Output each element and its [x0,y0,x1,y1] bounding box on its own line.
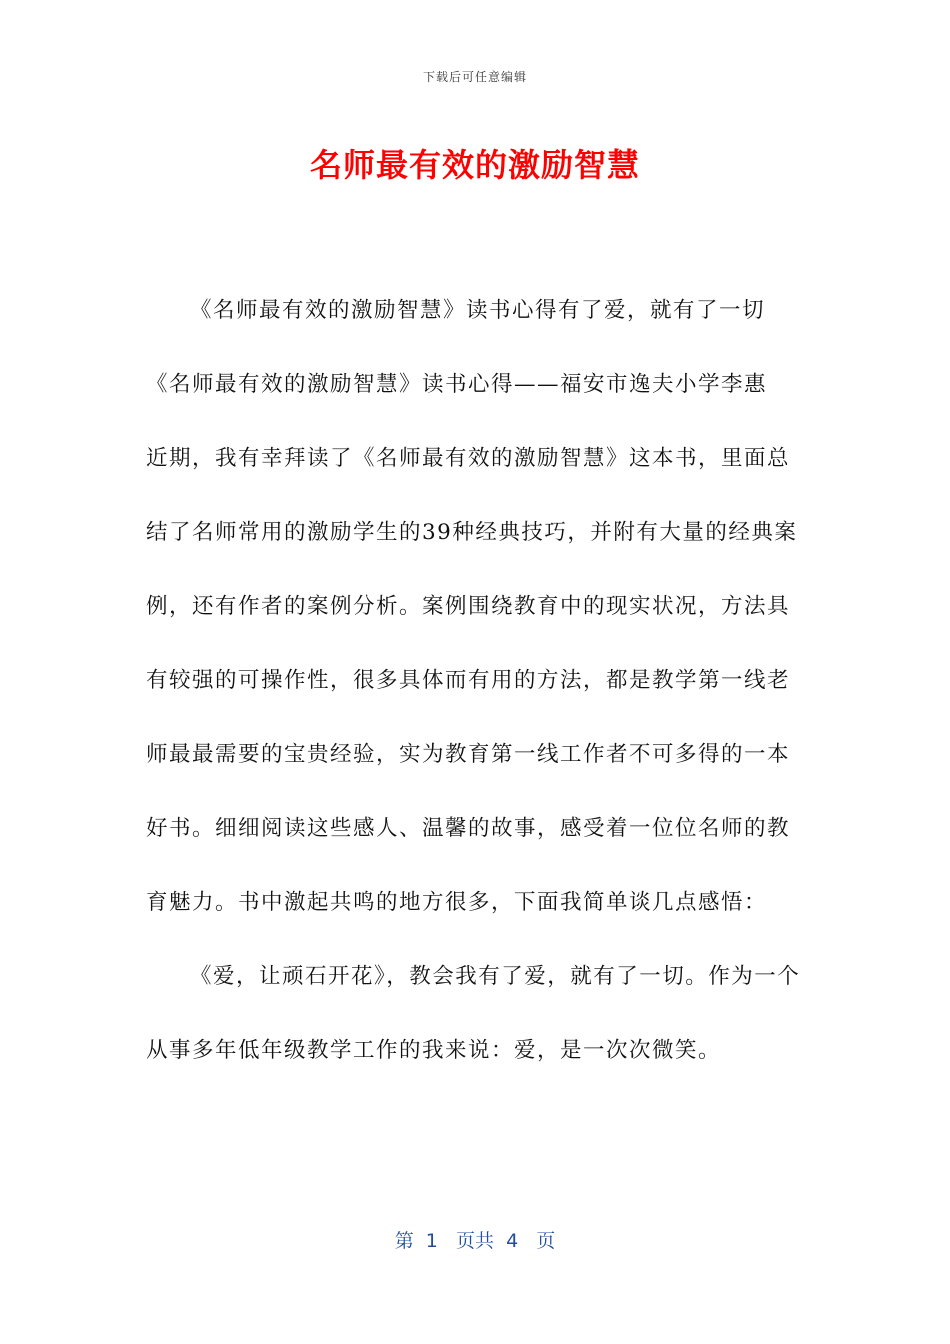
paragraph-2: 《名师最有效的激励智慧》读书心得——福安市逸夫小学李惠 [146,372,768,397]
document-body [146,274,806,1088]
paragraph-1: 《名师最有效的激励智慧》读书心得有了爱，就有了一切 [190,298,766,323]
paragraph-4: 《爱，让顽石开花》，教会我有了爱，就有了一切。作为一个从事多年低年级教学工作的我来说：爱，是一次次微笑。 [146,964,801,1063]
page-number-footer: 第 1 页共 4 页 [394,1230,556,1252]
document-title: 名师最有效的激励智慧 [309,146,640,184]
paragraph-3: 近期，我有幸拜读了《名师最有效的激励智慧》这本书，里面总结了名师常用的激励学生的39种经典技巧，并附有大量的经典案例，还有作者的案例分析。案例围绕教育中的现实状况，方法具有较强的可操作性，很多具体而有用的方法，都是教学第一线老师最最需要的宝贵经验，实为教育第一线工作者不可多得的一本好书。细细阅读这些感人、温馨的故事，感受着一位位名师的教育魅力。书中激起共鸣的地方很多，下面我简单谈几点感悟： [146,446,798,915]
header-note: 下载后可任意编辑 [422,70,527,84]
